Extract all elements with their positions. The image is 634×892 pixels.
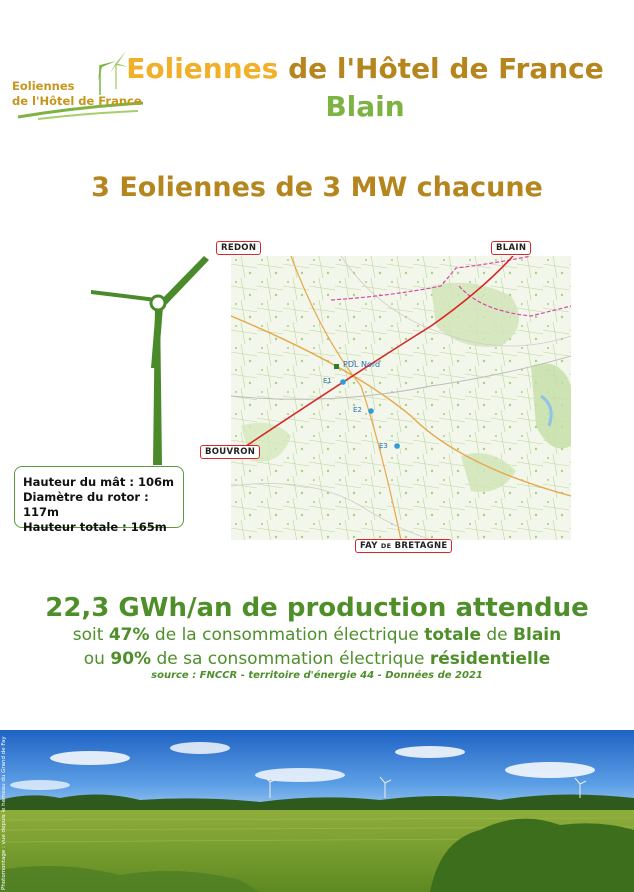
map-label-blain: BLAIN — [491, 241, 531, 255]
map-label-bouvron: BOUVRON — [200, 445, 260, 459]
prod2-c: de la consommation électrique — [149, 625, 425, 645]
page-title — [110, 52, 620, 85]
logo-text-line2: de l'Hôtel de France — [12, 94, 142, 108]
turbine-label-e1: E1 — [323, 377, 332, 385]
source-note: source : FNCCR - territoire d'énergie 44 - Données de 2021 — [151, 670, 483, 681]
prod2-a: soit — [72, 625, 109, 645]
prod3-a: ou — [83, 649, 111, 669]
prod3-c: de sa consommation électrique — [151, 649, 430, 669]
mast-height: Hauteur du mât : 106m — [23, 475, 174, 489]
wind-turbine-icon — [85, 250, 215, 470]
location-map — [231, 256, 571, 540]
rotor-diameter: Diamètre du rotor : 117m — [23, 490, 149, 519]
map-graphic — [231, 256, 571, 540]
photo-credit: Photomontage : vue depuis le hameau du Grand de Fay — [1, 736, 7, 890]
logo-text-line1: Eoliennes — [12, 79, 75, 93]
production-headline: 22,3 GWh/an de production attendue — [45, 593, 589, 623]
map-label-redon: REDON — [216, 241, 261, 255]
substation-label: PDL Nord — [343, 360, 381, 369]
map-label-fay-small: DE — [380, 542, 392, 550]
turbine-specs-box — [14, 466, 184, 534]
map-label-fay-prefix: FAY — [360, 541, 378, 551]
map-label-fay-suffix: BRETAGNE — [394, 541, 448, 551]
prod2-d: totale — [424, 625, 481, 645]
prod2-b: 47% — [108, 625, 150, 645]
turbine-label-e2: E2 — [353, 406, 362, 414]
prod2-f: Blain — [513, 625, 562, 645]
subtitle: 3 Eoliennes de 3 MW chacune — [91, 172, 543, 203]
production-line-total — [0, 625, 634, 645]
turbine-label-e3: E3 — [379, 442, 388, 450]
total-height: Hauteur totale : 165m — [23, 520, 167, 534]
prod2-e: de — [480, 625, 514, 645]
title-part1: Eoliennes — [126, 52, 279, 85]
prod3-d: résidentielle — [429, 649, 551, 669]
landscape-image — [0, 730, 634, 892]
production-line-residential — [0, 649, 634, 669]
title-part2: de l'Hôtel de France — [288, 52, 604, 85]
prod3-b: 90% — [110, 649, 152, 669]
page-title-location: Blain — [325, 90, 405, 123]
landscape-photomontage — [0, 730, 634, 892]
map-label-fay — [355, 539, 452, 553]
